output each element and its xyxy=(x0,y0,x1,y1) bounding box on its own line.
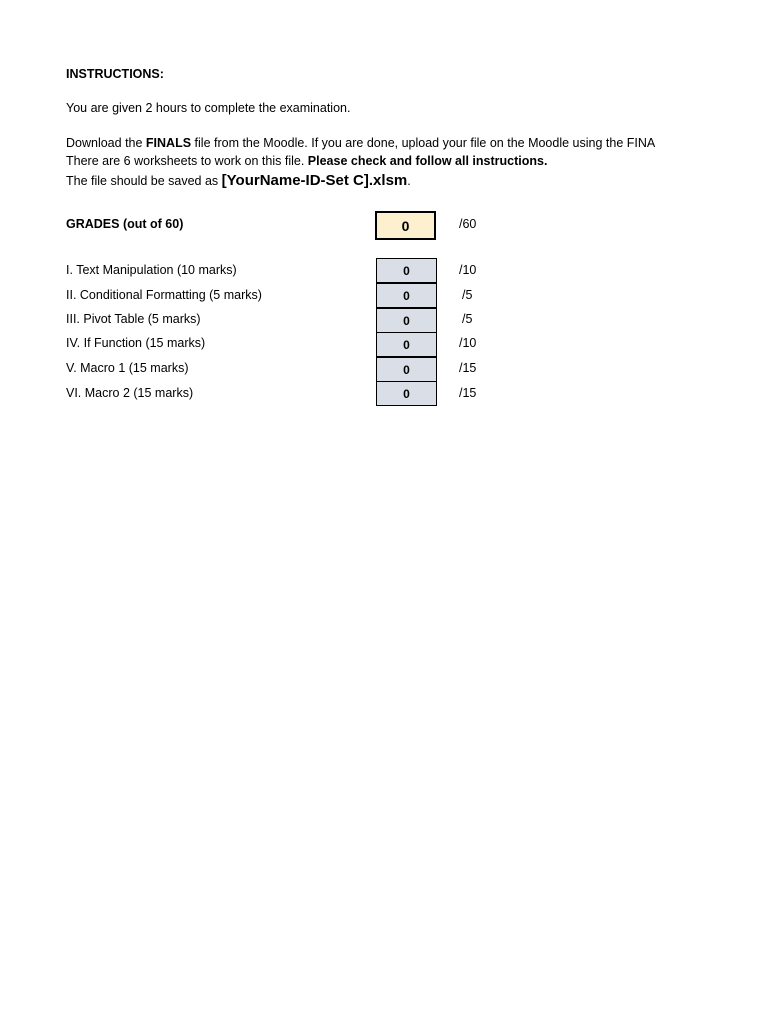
download-text-c: file from the Moodle. If you are done, upload your file on the Moodle using the FINA xyxy=(191,136,656,150)
section-score-cell-5[interactable]: 0 xyxy=(376,357,437,382)
grades-total-cell[interactable]: 0 xyxy=(375,211,436,240)
section-max-6: /15 xyxy=(459,386,477,400)
grades-label: GRADES (out of 60) xyxy=(66,217,184,231)
save-as-period: . xyxy=(407,174,411,188)
save-as-note xyxy=(66,173,411,189)
section-label-6: VI. Macro 2 (15 marks) xyxy=(66,386,194,400)
section-label-4: IV. If Function (15 marks) xyxy=(66,336,206,350)
section-score-cell-6[interactable]: 0 xyxy=(376,381,437,406)
section-score-cell-2[interactable]: 0 xyxy=(376,283,437,308)
section-score-cell-4[interactable]: 0 xyxy=(376,332,437,357)
follow-instructions-text: Please check and follow all instructions. xyxy=(307,154,548,168)
section-score-cell-3[interactable]: 0 xyxy=(376,308,437,333)
grades-max: /60 xyxy=(459,217,477,231)
section-score-cell-1[interactable]: 0 xyxy=(376,258,437,283)
download-instruction xyxy=(66,136,686,151)
section-label-3: III. Pivot Table (5 marks) xyxy=(66,312,201,326)
file-name-format: [YourName-ID-Set C].xlsm xyxy=(221,172,408,189)
section-label-5: V. Macro 1 (15 marks) xyxy=(66,361,189,375)
worksheets-text: There are 6 worksheets to work on this file. xyxy=(66,154,308,168)
section-max-5: /15 xyxy=(459,361,477,375)
section-label-2: II. Conditional Formatting (5 marks) xyxy=(66,288,262,302)
section-max-1: /10 xyxy=(459,263,477,277)
section-max-3: /5 xyxy=(462,312,473,326)
download-text-a: Download the xyxy=(66,136,146,150)
instructions-heading: INSTRUCTIONS: xyxy=(66,67,164,81)
time-note: You are given 2 hours to complete the examination. xyxy=(66,101,351,115)
worksheets-note xyxy=(66,154,547,169)
section-max-4: /10 xyxy=(459,336,477,350)
section-max-2: /5 xyxy=(462,288,473,302)
section-label-1: I. Text Manipulation (10 marks) xyxy=(66,263,237,277)
save-as-text: The file should be saved as xyxy=(66,174,222,188)
download-text-finals: FINALS xyxy=(145,136,192,150)
